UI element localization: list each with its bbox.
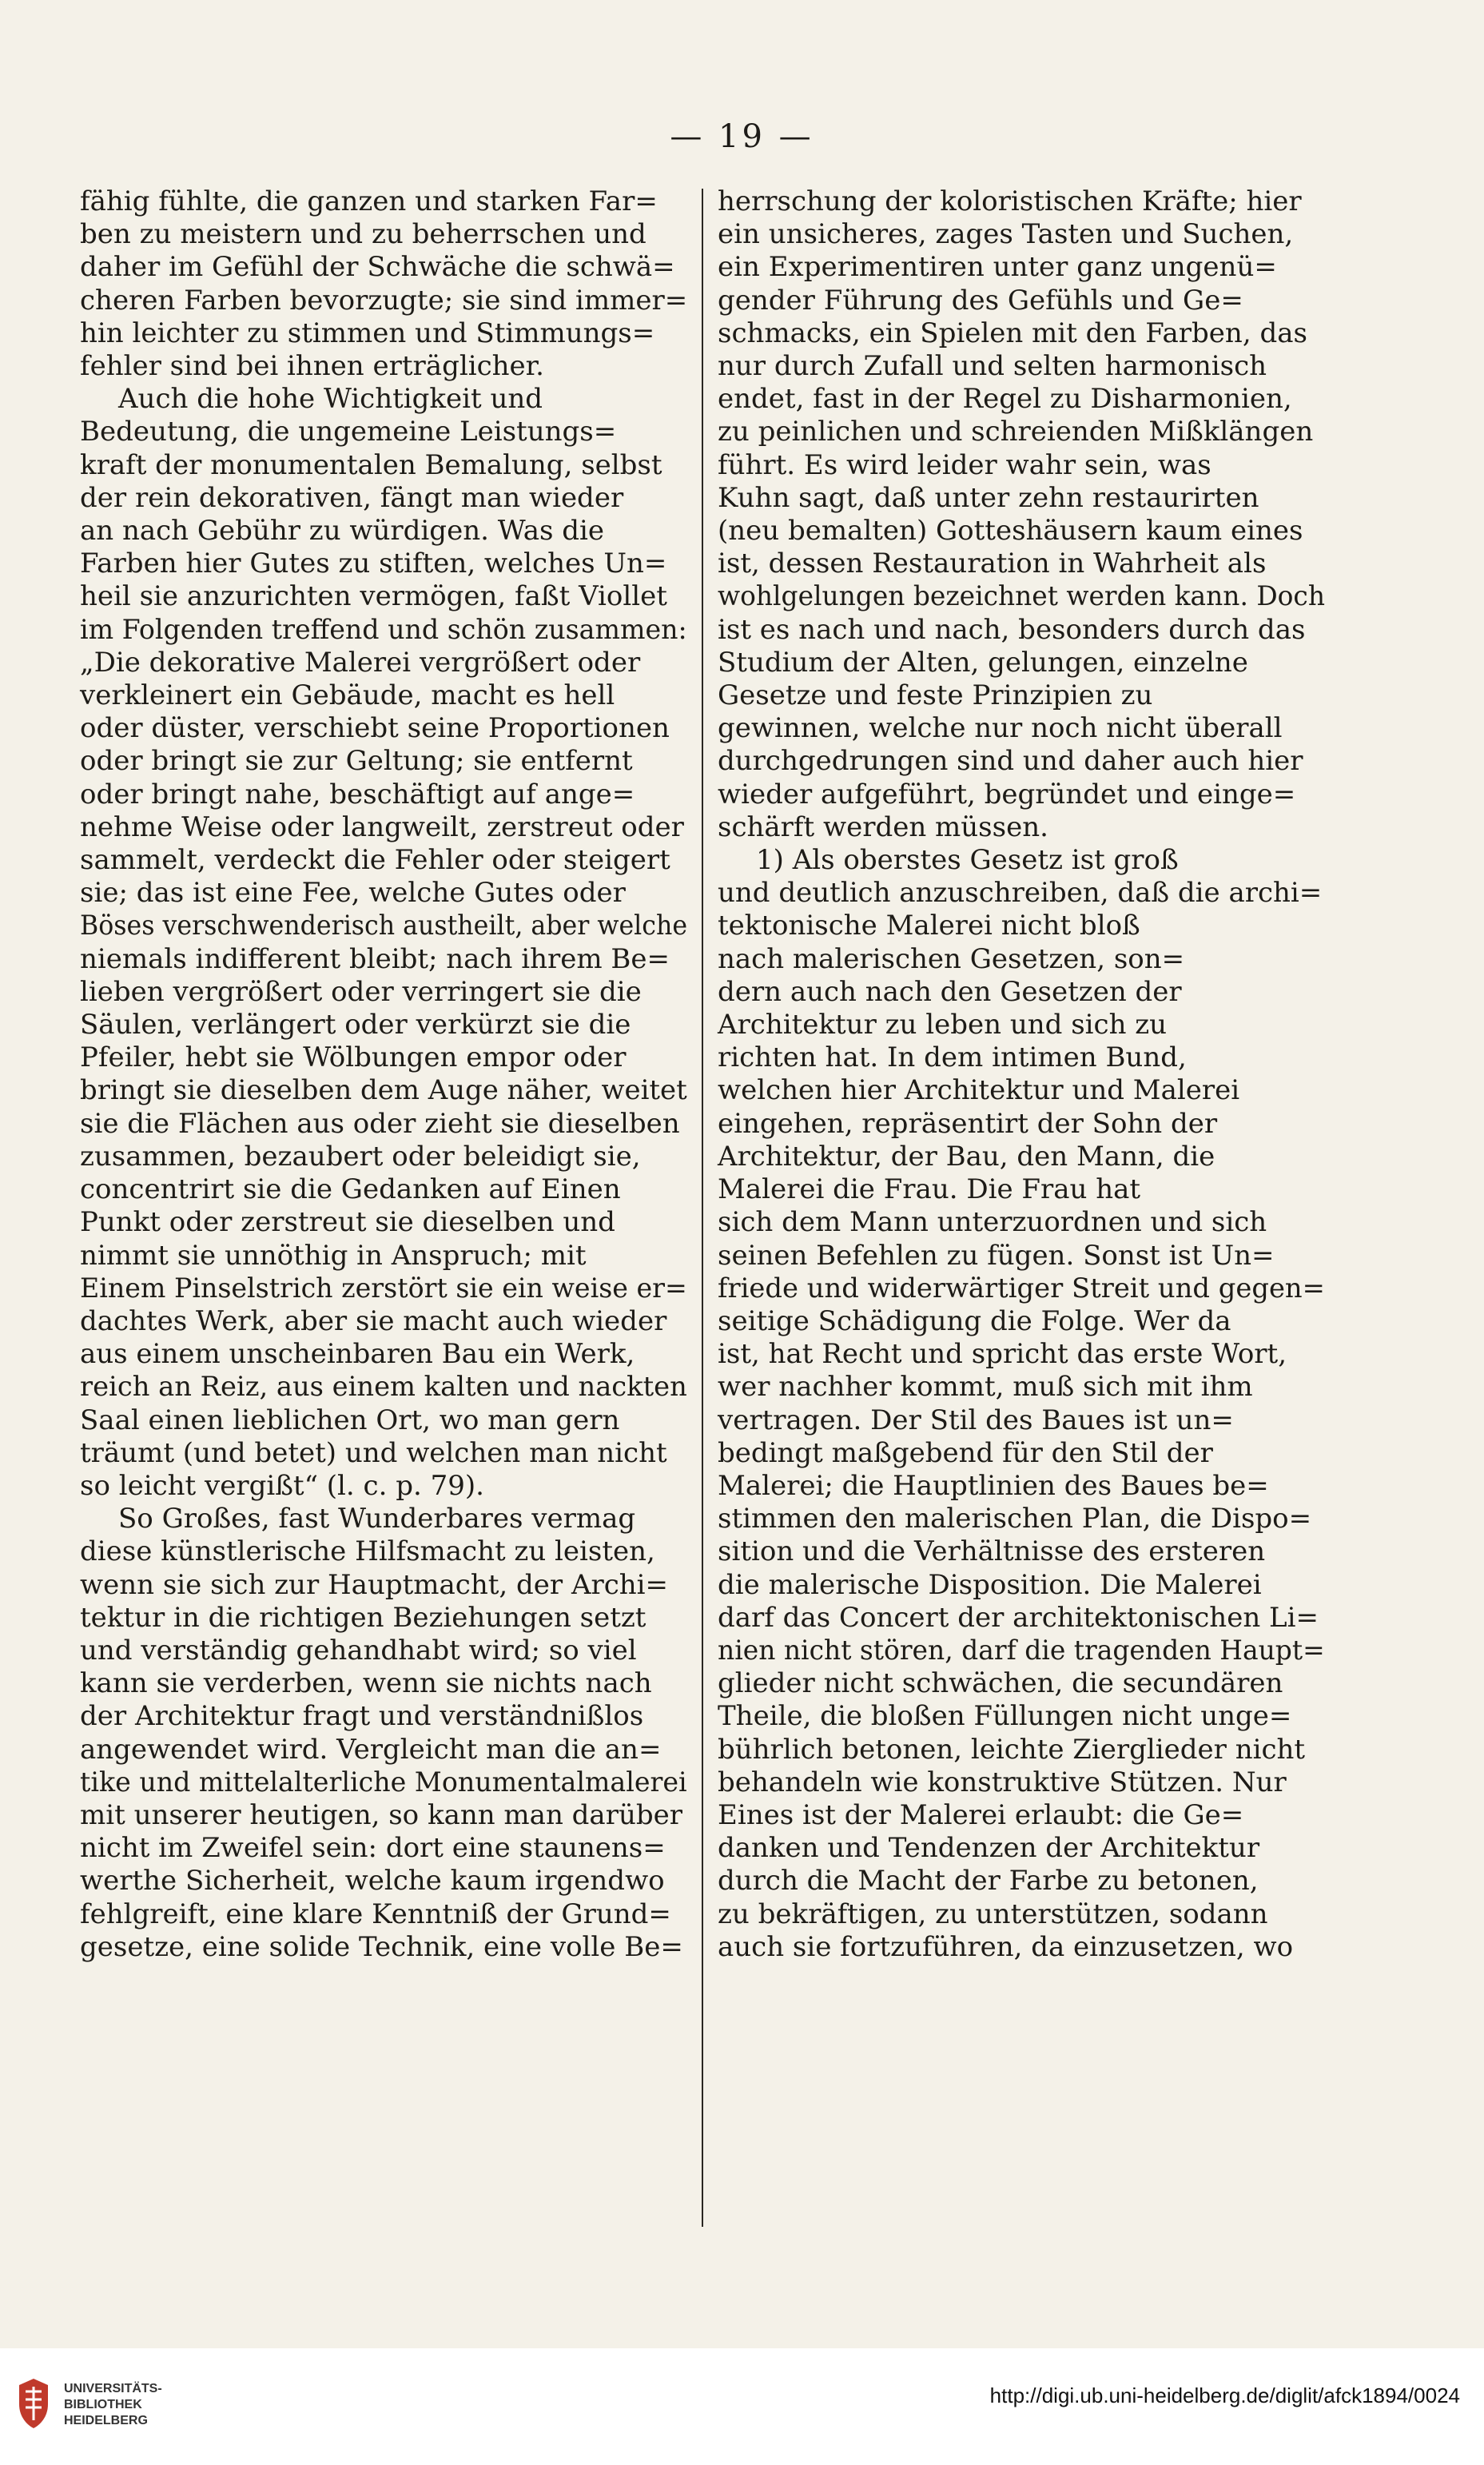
text-line: sie die Flächen aus oder zieht sie dieselben <box>80 1107 680 1140</box>
text-line: (neu bemalten) Gotteshäusern kaum eines <box>718 515 1303 548</box>
library-name-line: BIBLIOTHEK <box>64 2398 142 2411</box>
text-line: und deutlich anzuschreiben, daß die archi= <box>718 877 1323 910</box>
text-line: Studium der Alten, gelungen, einzelne <box>718 646 1248 679</box>
text-line: schärft werden müssen. <box>718 810 1048 843</box>
text-line: reich an Reiz, aus einem kalten und nackten <box>80 1371 687 1404</box>
right-text-column <box>718 185 1325 1964</box>
text-line: nicht im Zweifel sein: dort eine staunens= <box>80 1832 666 1865</box>
text-line: danken und Tendenzen der Architektur <box>718 1832 1260 1865</box>
text-line: nehme Weise oder langweilt, zerstreut oder <box>80 810 684 843</box>
text-line: Säulen, verlängert oder verkürzt sie die <box>80 1009 631 1041</box>
paragraph <box>80 185 687 383</box>
text-line: sammelt, verdeckt die Fehler oder steigert <box>80 844 670 877</box>
text-line: Bedeutung, die ungemeine Leistungs= <box>80 416 617 448</box>
text-line: ist, dessen Restauration in Wahrheit als <box>718 548 1267 580</box>
text-line: Böses verschwenderisch austheilt, aber welche <box>80 910 688 942</box>
text-line: wieder aufgeführt, begründet und einge= <box>718 778 1296 810</box>
text-line: im Folgenden treffend und schön zusammen: <box>80 613 687 646</box>
text-line: Gesetze und feste Prinzipien zu <box>718 679 1153 712</box>
text-line: nien nicht stören, darf die tragenden Haupt= <box>718 1634 1325 1667</box>
text-line: tektur in die richtigen Beziehungen setzt <box>80 1601 647 1634</box>
text-line: die malerische Disposition. Die Malerei <box>718 1568 1262 1601</box>
text-line: Theile, die bloßen Füllungen nicht unge= <box>718 1700 1292 1733</box>
text-line: ein Experimentiren unter ganz ungenü= <box>718 251 1277 284</box>
viewer-footer <box>0 2348 1484 2465</box>
text-line: lieben vergrößert oder verringert sie die <box>80 975 642 1008</box>
text-line: Saal einen lieblichen Ort, wo man gern <box>80 1404 620 1436</box>
text-line: auch sie fortzuführen, da einzusetzen, wo <box>718 1930 1294 1963</box>
text-line: bringt sie dieselben dem Auge näher, weitet <box>80 1074 687 1107</box>
text-line: führt. Es wird leider wahr sein, was <box>718 448 1211 481</box>
text-line: behandeln wie konstruktive Stützen. Nur <box>718 1766 1287 1798</box>
text-line: nimmt sie unnöthig in Anspruch; mit <box>80 1239 587 1272</box>
text-line: durchgedrungen sind und daher auch hier <box>718 745 1303 778</box>
text-line: fehlgreift, eine klare Kenntniß der Grund= <box>80 1898 671 1930</box>
text-line: sition und die Verhältnisse des ersteren <box>718 1535 1266 1568</box>
text-line: Architektur zu leben und sich zu <box>718 1009 1168 1041</box>
text-line: tike und mittelalterliche Monumentalmalerei <box>80 1766 687 1798</box>
library-name-line: UNIVERSITÄTS- <box>64 2382 162 2395</box>
text-line: an nach Gebühr zu würdigen. Was die <box>80 515 604 548</box>
text-line: ben zu meistern und zu beherrschen und <box>80 218 647 251</box>
paragraph <box>718 844 1325 1964</box>
text-line: Auch die hohe Wichtigkeit und <box>118 383 543 416</box>
permalink-url[interactable]: http://digi.ub.uni-heidelberg.de/diglit/afck1894/0024 <box>989 2383 1460 2407</box>
text-line: nach malerischen Gesetzen, son= <box>718 942 1185 975</box>
text-line: cheren Farben bevorzugte; sie sind immer= <box>80 284 688 317</box>
text-line: aus einem unscheinbaren Bau ein Werk, <box>80 1338 635 1371</box>
text-line: darf das Concert der architektonischen Li= <box>718 1601 1319 1634</box>
text-line: angewendet wird. Vergleicht man die an= <box>80 1733 662 1766</box>
text-line: Einem Pinselstrich zerstört sie ein weise er= <box>80 1272 687 1304</box>
text-line: wenn sie sich zur Hauptmacht, der Archi= <box>80 1568 669 1601</box>
text-line: Farben hier Gutes zu stiften, welches Un= <box>80 548 667 580</box>
text-line: Eines ist der Malerei erlaubt: die Ge= <box>718 1798 1244 1831</box>
text-line: sie; das ist eine Fee, welche Gutes oder <box>80 877 626 910</box>
text-line: welchen hier Architektur und Malerei <box>718 1074 1240 1107</box>
text-line: zu peinlichen und schreienden Mißklängen <box>718 416 1314 448</box>
text-line: fähig fühlte, die ganzen und starken Far= <box>80 185 658 217</box>
text-line: glieder nicht schwächen, die secundären <box>718 1667 1283 1700</box>
text-line: dachtes Werk, aber sie macht auch wieder <box>80 1304 667 1337</box>
text-line: „Die dekorative Malerei vergrößert oder <box>80 646 641 679</box>
text-line: bührlich betonen, leichte Zierglieder nicht <box>718 1733 1306 1766</box>
text-line: wohlgelungen bezeichnet werden kann. Doch <box>718 580 1325 613</box>
text-line: durch die Macht der Farbe zu betonen, <box>718 1865 1259 1898</box>
text-line: Malerei; die Hauptlinien des Baues be= <box>718 1469 1269 1502</box>
text-line: endet, fast in der Regel zu Disharmonien, <box>718 383 1292 416</box>
text-line: nur durch Zufall und selten harmonisch <box>718 350 1267 383</box>
text-line: oder bringt sie zur Geltung; sie entfernt <box>80 745 633 778</box>
text-line: oder düster, verschiebt seine Proportionen <box>80 712 670 745</box>
text-line: sich dem Mann unterzuordnen und sich <box>718 1206 1267 1239</box>
text-line: ist, hat Recht und spricht das erste Wort, <box>718 1338 1287 1371</box>
text-line: verkleinert ein Gebäude, macht es hell <box>80 679 615 712</box>
text-line: friede und widerwärtiger Streit und gegen= <box>718 1272 1325 1304</box>
text-line: Architektur, der Bau, den Mann, die <box>718 1140 1215 1173</box>
text-line: der rein dekorativen, fängt man wieder <box>80 481 624 514</box>
text-line: stimmen den malerischen Plan, die Dispo= <box>718 1503 1312 1535</box>
library-logo[interactable] <box>14 2377 162 2433</box>
text-line: Pfeiler, hebt sie Wölbungen empor oder <box>80 1041 627 1074</box>
text-line: wer nachher kommt, muß sich mit ihm <box>718 1371 1253 1404</box>
text-line: niemals indifferent bleibt; nach ihrem Be= <box>80 942 670 975</box>
text-line: heil sie anzurichten vermögen, faßt Viollet <box>80 580 667 613</box>
text-line: gender Führung des Gefühls und Ge= <box>718 284 1243 317</box>
column-divider <box>702 189 703 2227</box>
text-line: ein unsicheres, zages Tasten und Suchen, <box>718 218 1294 251</box>
text-line: herrschung der koloristischen Kräfte; hier <box>718 185 1302 217</box>
text-line: fehler sind bei ihnen erträglicher. <box>80 350 544 383</box>
text-line: seitige Schädigung die Folge. Wer da <box>718 1304 1231 1337</box>
text-line: mit unserer heutigen, so kann man darüber <box>80 1798 682 1831</box>
left-text-column <box>80 185 687 1964</box>
text-line: richten hat. In dem intimen Bund, <box>718 1041 1187 1074</box>
text-line: der Architektur fragt und verständnißlos <box>80 1700 644 1733</box>
paragraph <box>80 1503 687 1964</box>
text-line: 1) Als oberstes Gesetz ist groß <box>756 844 1179 877</box>
text-line: eingehen, repräsentirt der Sohn der <box>718 1107 1218 1140</box>
text-line: oder bringt nahe, beschäftigt auf ange= <box>80 778 635 810</box>
text-line: schmacks, ein Spielen mit den Farben, das <box>718 317 1307 349</box>
text-line: Punkt oder zerstreut sie dieselben und <box>80 1206 615 1239</box>
page-number: — 19 — <box>670 118 814 155</box>
text-line: seinen Befehlen zu fügen. Sonst ist Un= <box>718 1239 1275 1272</box>
text-line: daher im Gefühl der Schwäche die schwä= <box>80 251 675 284</box>
text-line: hin leichter zu stimmen und Stimmungs= <box>80 317 655 349</box>
text-line: träumt (und betet) und welchen man nicht <box>80 1436 667 1469</box>
text-line: und verständig gehandhabt wird; so viel <box>80 1634 637 1667</box>
text-line: So Großes, fast Wunderbares vermag <box>118 1503 636 1535</box>
text-line: vertragen. Der Stil des Baues ist un= <box>718 1404 1234 1436</box>
paragraph <box>718 185 1325 844</box>
text-line: bedingt maßgebend für den Stil der <box>718 1436 1213 1469</box>
text-line: gewinnen, welche nur noch nicht überall <box>718 712 1283 745</box>
library-name-line: HEIDELBERG <box>64 2414 148 2427</box>
text-line: tektonische Malerei nicht bloß <box>718 910 1140 942</box>
text-line: Kuhn sagt, daß unter zehn restaurirten <box>718 481 1259 514</box>
text-line: concentrirt sie die Gedanken auf Einen <box>80 1173 621 1206</box>
text-line: Malerei die Frau. Die Frau hat <box>718 1173 1141 1206</box>
text-line: zusammen, bezaubert oder beleidigt sie, <box>80 1140 641 1173</box>
paragraph <box>80 383 687 1503</box>
library-name <box>64 2381 162 2429</box>
text-line: so leicht vergißt“ (l. c. p. 79). <box>80 1469 484 1502</box>
text-line: kraft der monumentalen Bemalung, selbst <box>80 448 662 481</box>
text-line: werthe Sicherheit, welche kaum irgendwo <box>80 1865 665 1898</box>
text-line: ist es nach und nach, besonders durch das <box>718 613 1306 646</box>
text-line: dern auch nach den Gesetzen der <box>718 975 1182 1008</box>
text-line: gesetze, eine solide Technik, eine volle Be= <box>80 1930 683 1963</box>
text-line: zu bekräftigen, zu unterstützen, sodann <box>718 1898 1268 1930</box>
text-line: kann sie verderben, wenn sie nichts nach <box>80 1667 652 1700</box>
library-emblem-icon <box>14 2377 53 2433</box>
text-line: diese künstlerische Hilfsmacht zu leisten, <box>80 1535 655 1568</box>
